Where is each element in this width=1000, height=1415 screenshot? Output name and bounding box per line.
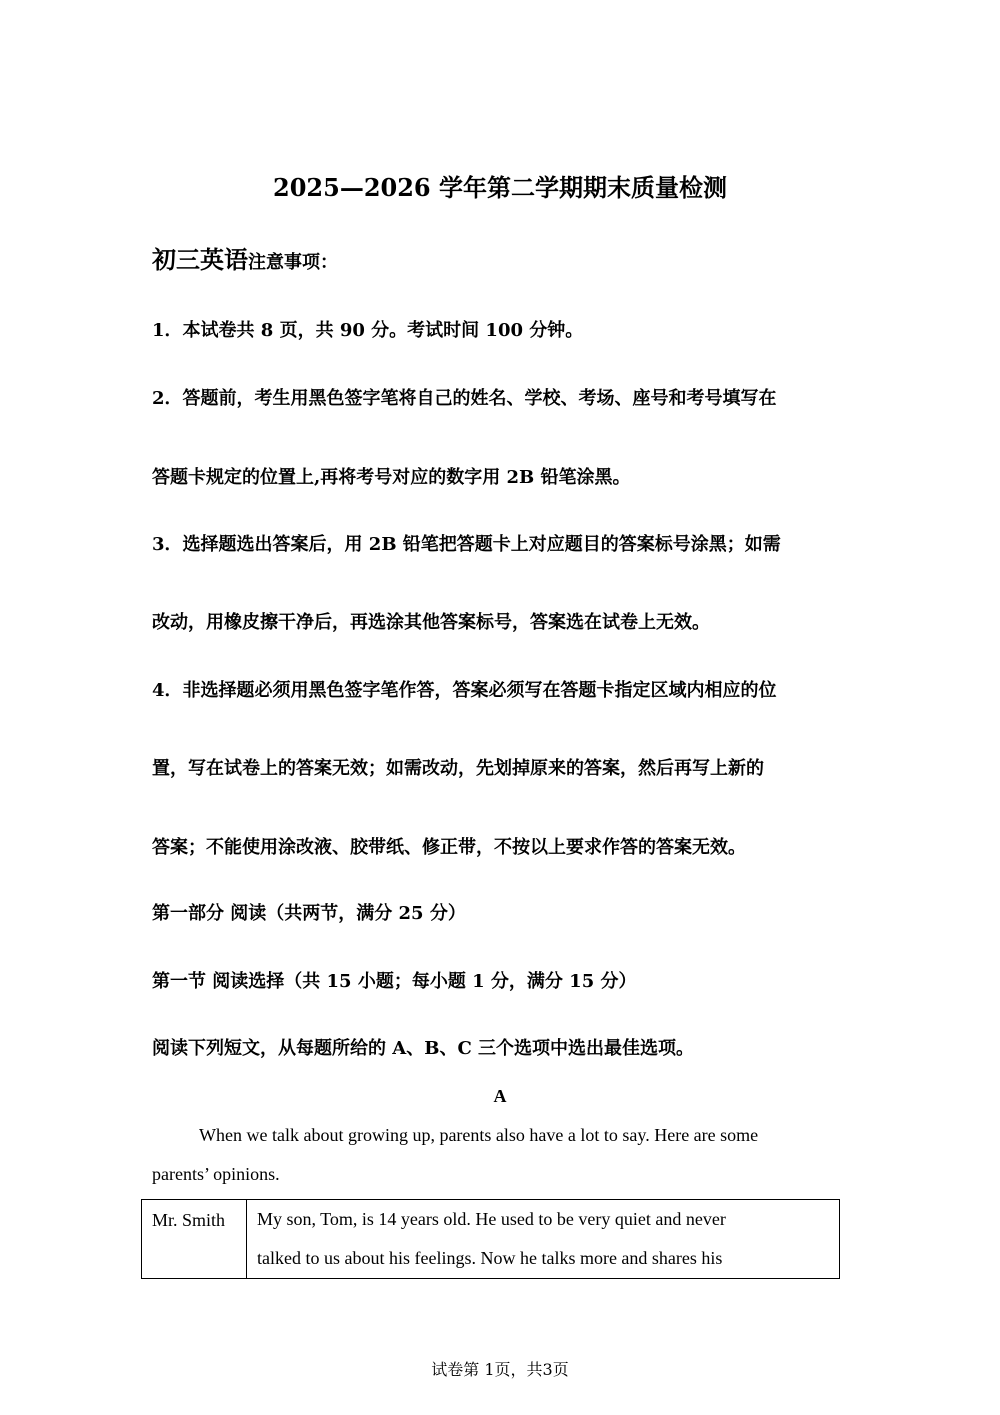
parent-name-cell: Mr. Smith bbox=[142, 1200, 247, 1279]
instruction-line: 答题卡规定的位置上,再将考号对应的数字用 2B 铅笔涂黑。 bbox=[152, 467, 631, 488]
instruction-line: 答案；不能使用涂改液、胶带纸、修正带，不按以上要求作答的答案无效。 bbox=[152, 837, 746, 858]
instruction-line: 1．本试卷共 8 页，共 90 分。考试时间 100 分钟。 bbox=[152, 320, 584, 341]
opinion-cell bbox=[247, 1200, 840, 1279]
instruction-line: 改动，用橡皮擦干净后，再选涂其他答案标号，答案选在试卷上无效。 bbox=[152, 612, 710, 633]
instruction-line: 2．答题前，考生用黑色签字笔将自己的姓名、学校、考场、座号和考号填写在 bbox=[152, 388, 777, 409]
subject-label: 初三英语 bbox=[152, 245, 248, 274]
opinion-line: My son, Tom, is 14 years old. He used to be very quiet and never bbox=[257, 1209, 726, 1229]
notice-heading: 注意事项： bbox=[248, 252, 338, 273]
section-one-heading: 第一节 阅读选择（共 15 小题；每小题 1 分，满分 15 分） bbox=[152, 971, 637, 992]
directions: 阅读下列短文，从每题所给的 A、B、C 三个选项中选出最佳选项。 bbox=[152, 1038, 695, 1059]
table-row bbox=[142, 1200, 840, 1279]
passage-label: A bbox=[493, 1086, 507, 1106]
page-footer: 试卷第 1页，共3页 bbox=[431, 1360, 569, 1379]
instruction-line: 3．选择题选出答案后，用 2B 铅笔把答题卡上对应题目的答案标号涂黑；如需 bbox=[152, 534, 781, 555]
subject-line bbox=[152, 240, 338, 275]
exam-title: 2025—2026 学年第二学期期末质量检测 bbox=[273, 173, 727, 202]
part-one-heading: 第一部分 阅读（共两节，满分 25 分） bbox=[152, 903, 466, 924]
passage-intro-line: When we talk about growing up, parents also have a lot to say. Here are some bbox=[199, 1125, 759, 1145]
instruction-line: 4．非选择题必须用黑色签字笔作答，答案必须写在答题卡指定区域内相应的位 bbox=[152, 680, 777, 701]
passage-intro-line: parents’ opinions. bbox=[152, 1164, 280, 1184]
instruction-line: 置，写在试卷上的答案无效；如需改动，先划掉原来的答案，然后再写上新的 bbox=[152, 758, 764, 779]
opinions-table bbox=[141, 1199, 840, 1279]
opinion-line: talked to us about his feelings. Now he talks more and shares his bbox=[257, 1248, 723, 1268]
